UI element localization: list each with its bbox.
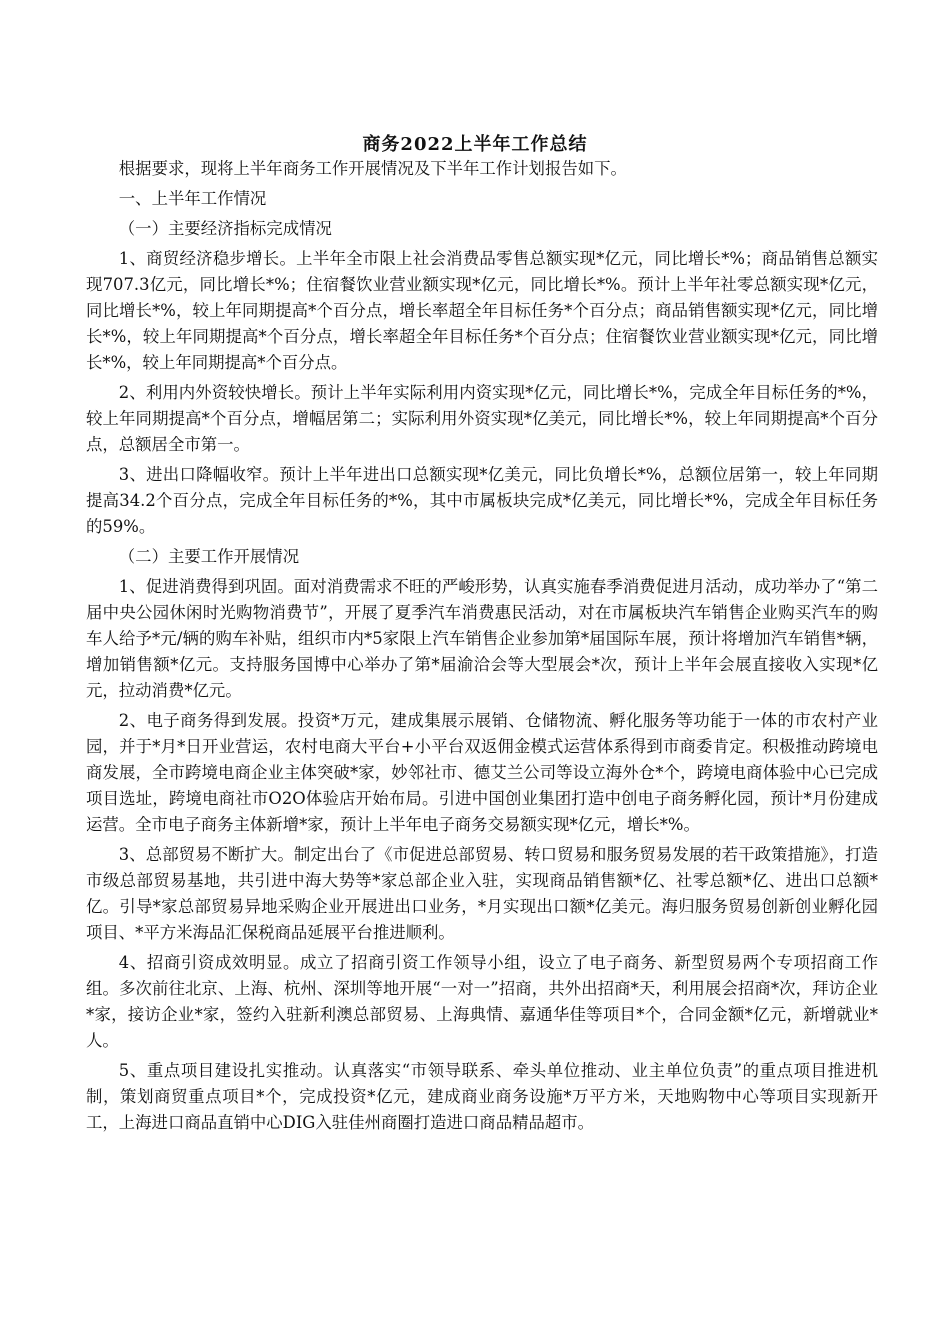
document-body: [86, 156, 878, 1140]
section-heading: 一、上半年工作情况: [118, 189, 267, 208]
subsection-heading: （一）主要经济指标完成情况: [118, 219, 332, 238]
body-paragraph: 2、电子商务得到发展。投资*万元，建成集展示展销、仓储物流、孵化服务等功能于一体的市农村产业园，并于*月*日开业营运，农村电商大平台+小平台双返佣金模式运营体系得到市商委肯定。积极推动跨境电商发展，全市跨境电商企业主体突破*家，妙邻社市、德艾兰公司等设立海外仓*个，跨境电商体验中心已完成项目选址，跨境电商社市O2O体验店开始布局。引进中国创业集团打造中创电子商务孵化园，预计*月份建成运营。全市电子商务主体新增*家，预计上半年电子商务交易额实现*亿元，增长*%。: [86, 711, 878, 834]
body-paragraph: 4、招商引资成效明显。成立了招商引资工作领导小组，设立了电子商务、新型贸易两个专项招商工作组。多次前往北京、上海、杭州、深圳等地开展“一对一”招商，共外出招商*天，利用展会招商*次，拜访企业*家，接访企业*家，签约入驻新利澳总部贸易、上海典情、嘉通华佳等项目*个，合同金额*亿元，新增就业*人。: [86, 953, 878, 1050]
body-paragraph: 3、总部贸易不断扩大。制定出台了《市促进总部贸易、转口贸易和服务贸易发展的若干政策措施》，打造市级总部贸易基地，共引进中海大势等*家总部企业入驻，实现商品销售额*亿、社零总额*亿、进出口总额*亿。引导*家总部贸易异地采购企业开展进出口业务，*月实现出口额*亿美元。海归服务贸易创新创业孵化园项目、*平方米海品汇保税商品延展平台推进顺利。: [86, 845, 878, 942]
intro-paragraph: 根据要求，现将上半年商务工作开展情况及下半年工作计划报告如下。: [118, 159, 627, 178]
body-paragraph: 1、商贸经济稳步增长。上半年全市限上社会消费品零售总额实现*亿元，同比增长*%；商品销售总额实现707.3亿元，同比增长*%；住宿餐饮业营业额实现*亿元，同比增长*%。预计上半年社零总额实现*亿元，同比增长*%，较上年同期提高*个百分点，增长率超全年目标任务*个百分点；商品销售额实现*亿元，同比增长*%，较上年同期提高*个百分点，增长率超全年目标任务*个百分点；住宿餐饮业营业额实现*亿元，同比增长*%，较上年同期提高*个百分点。: [86, 249, 878, 372]
body-paragraph: 2、利用内外资较快增长。预计上半年实际利用内资实现*亿元，同比增长*%，完成全年目标任务的*%，较上年同期提高*个百分点，增幅居第二；实际利用外资实现*亿美元，同比增长*%，较上年同期提高*个百分点，总额居全市第一。: [86, 383, 878, 454]
body-paragraph: 5、重点项目建设扎实推动。认真落实“市领导联系、牵头单位推动、业主单位负责”的重点项目推进机制，策划商贸重点项目*个，完成投资*亿元，建成商业商务设施*万平方米，天地购物中心等项目实现新开工，上海进口商品直销中心DIG入驻佳州商圈打造进口商品精品超市。: [86, 1061, 878, 1132]
body-paragraph: 1、促进消费得到巩固。面对消费需求不旺的严峻形势，认真实施春季消费促进月活动，成功举办了“第二届中央公园休闲时光购物消费节”，开展了夏季汽车消费惠民活动，对在市属板块汽车销售企业购买汽车的购车人给予*元/辆的购车补贴，组织市内*5家限上汽车销售企业参加第*届国际车展，预计将增加汽车销售*辆，增加销售额*亿元。支持服务国博中心举办了第*届渝洽会等大型展会*次，预计上半年会展直接收入实现*亿元，拉动消费*亿元。: [86, 577, 878, 700]
document-title: 商务2022上半年工作总结: [362, 134, 588, 155]
body-paragraph: 3、进出口降幅收窄。预计上半年进出口总额实现*亿美元，同比负增长*%，总额位居第一，较上年同期提高34.2个百分点，完成全年目标任务的*%，其中市属板块完成*亿美元，同比增长*%，完成全年目标任务的59%。: [86, 465, 878, 536]
subsection-heading: （二）主要工作开展情况: [118, 547, 300, 566]
